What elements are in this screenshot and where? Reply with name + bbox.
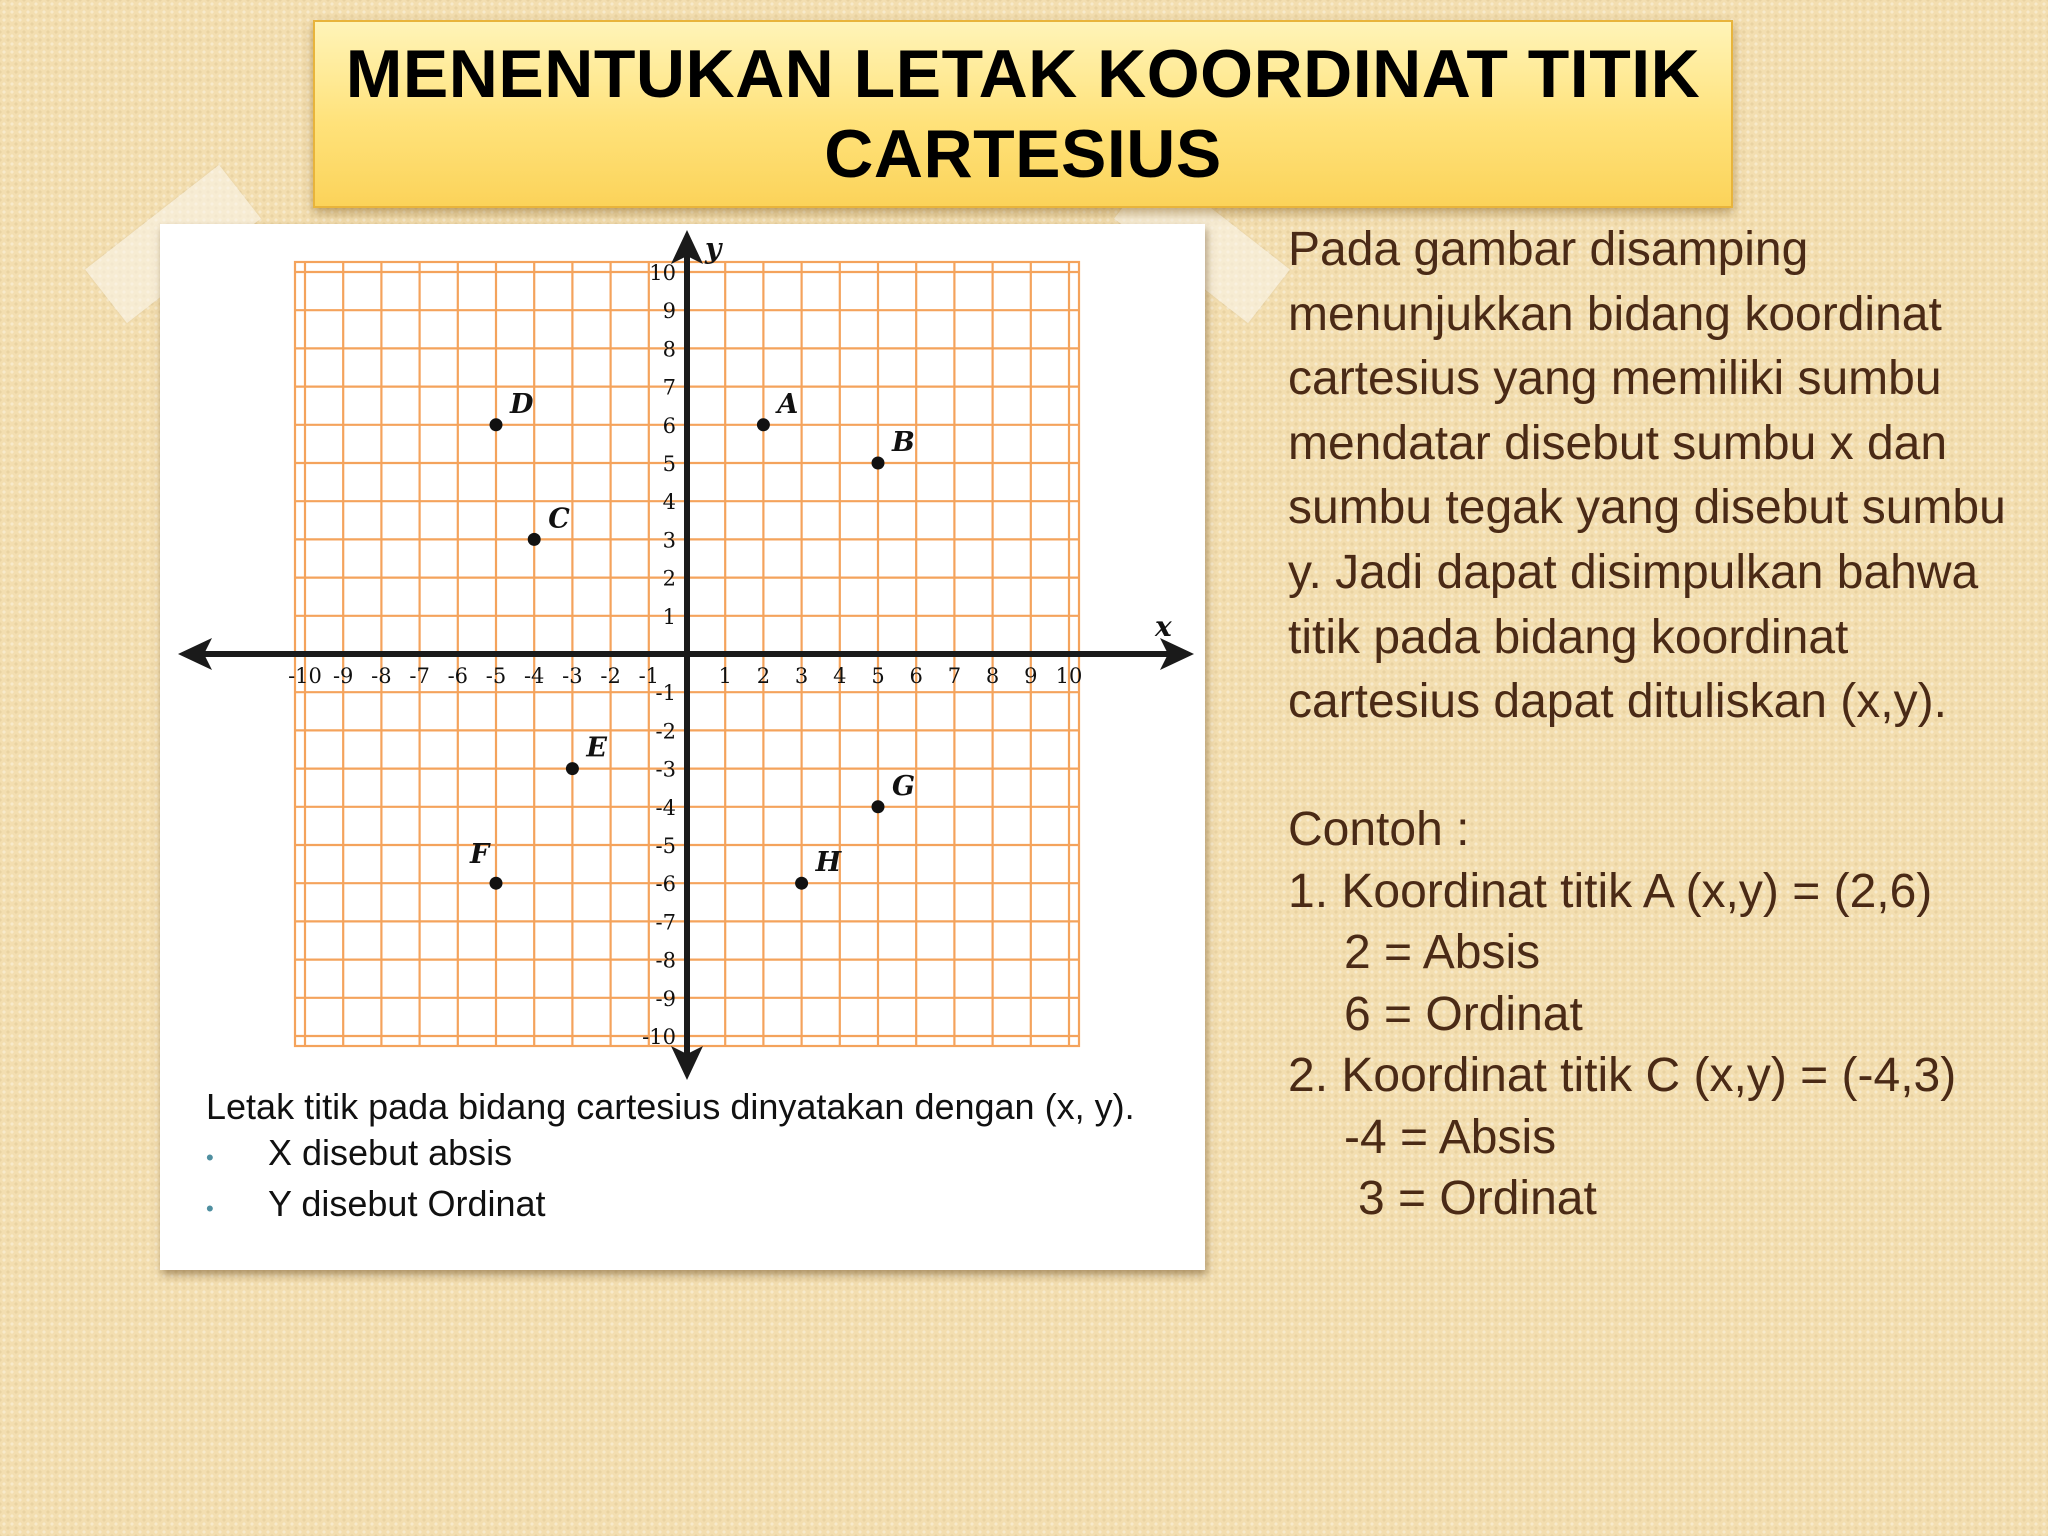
description-paragraph: Pada gambar disamping menunjukkan bidang koordinat cartesius yang memiliki sumbu mendatar disebut sumbu x dan sumbu tegak yang disebut sumbu y. Jadi dapat disimpulkan bahwa titik pada bidang koordinat cartesius dapat dituliskan (x,y). bbox=[1288, 223, 2006, 729]
y-tick-label: -1 bbox=[655, 681, 676, 706]
point-label-c: C bbox=[548, 503, 570, 535]
x-tick-label: -1 bbox=[638, 664, 660, 688]
figure-caption bbox=[206, 1084, 1166, 1232]
x-tick-label: -9 bbox=[332, 664, 354, 688]
x-tick-label: -2 bbox=[600, 664, 621, 688]
y-tick-label: 10 bbox=[649, 261, 676, 285]
caption-text: Letak titik pada bidang cartesius dinyatakan dengan (x, y). bbox=[206, 1086, 1135, 1127]
point-label-a: A bbox=[777, 388, 799, 420]
x-tick-label: -6 bbox=[447, 664, 469, 688]
point-marker-h bbox=[795, 877, 808, 890]
caption-bullet-item bbox=[206, 1181, 1166, 1232]
x-tick-label: 4 bbox=[833, 664, 847, 688]
point-label-h: H bbox=[815, 847, 842, 879]
y-tick-label: -5 bbox=[655, 834, 676, 858]
cartesian-plane bbox=[160, 224, 1205, 1084]
y-tick-label: -2 bbox=[655, 719, 676, 744]
cartesian-figure-card bbox=[160, 224, 1205, 1270]
x-tick-label: -8 bbox=[371, 664, 392, 688]
y-tick-label: 1 bbox=[662, 604, 676, 629]
example-2-ordinat: 3 = Ordinat bbox=[1358, 1172, 1597, 1226]
example-2-absis: -4 = Absis bbox=[1344, 1110, 1557, 1164]
bullet-absis: X disebut absis bbox=[268, 1132, 513, 1173]
explanation-panel bbox=[1288, 218, 2028, 1230]
example-1-line: 1. Koordinat titik A (x,y) = (2,6) bbox=[1288, 864, 1933, 918]
y-tick-label: -6 bbox=[655, 872, 676, 897]
x-tick-label: 9 bbox=[1024, 664, 1038, 688]
x-tick-label: 3 bbox=[794, 664, 809, 688]
point-marker-c bbox=[528, 533, 541, 546]
x-tick-label: 2 bbox=[756, 664, 771, 688]
point-marker-b bbox=[872, 457, 885, 470]
example-1-absis: 2 = Absis bbox=[1344, 926, 1541, 980]
slide-title: MENENTUKAN LETAK KOORDINAT TITIK CARTESIUS bbox=[345, 36, 1701, 192]
point-marker-e bbox=[566, 762, 579, 775]
x-tick-label: 1 bbox=[718, 664, 732, 688]
x-tick-label: 5 bbox=[871, 664, 885, 688]
y-tick-label: 3 bbox=[662, 528, 676, 553]
point-label-f: F bbox=[470, 839, 490, 871]
bullet-icon: • bbox=[206, 1196, 214, 1221]
x-tick-label: -10 bbox=[288, 664, 322, 688]
point-marker-f bbox=[490, 877, 503, 890]
y-tick-label: -4 bbox=[655, 795, 676, 820]
x-tick-label: -7 bbox=[409, 664, 430, 688]
y-tick-label: -9 bbox=[655, 986, 676, 1011]
point-marker-a bbox=[757, 418, 770, 431]
y-tick-label: 6 bbox=[662, 413, 676, 438]
x-tick-label: -4 bbox=[523, 664, 545, 688]
y-tick-label: 7 bbox=[662, 375, 676, 400]
bullet-icon: • bbox=[206, 1145, 214, 1170]
point-label-b: B bbox=[892, 427, 915, 458]
point-marker-d bbox=[490, 418, 503, 431]
y-axis-label: y bbox=[705, 232, 722, 265]
y-tick-label: -8 bbox=[655, 948, 676, 973]
title-banner bbox=[313, 20, 1733, 208]
point-label-g: G bbox=[892, 770, 916, 802]
caption-bullet-list bbox=[206, 1130, 1166, 1232]
example-heading: Contoh : bbox=[1288, 802, 1470, 856]
x-tick-label: 6 bbox=[909, 664, 923, 688]
point-marker-g bbox=[872, 800, 885, 813]
x-tick-label: 7 bbox=[947, 664, 962, 688]
y-tick-label: 2 bbox=[662, 566, 676, 591]
x-tick-label: 8 bbox=[985, 664, 1000, 688]
x-tick-label: -5 bbox=[485, 664, 507, 688]
point-label-e: E bbox=[586, 732, 607, 764]
x-tick-label: -3 bbox=[562, 664, 583, 688]
x-tick-label: 10 bbox=[1055, 664, 1083, 688]
y-tick-label: -10 bbox=[642, 1025, 676, 1049]
y-tick-label: 5 bbox=[662, 452, 676, 476]
bullet-ordinat: Y disebut Ordinat bbox=[268, 1183, 546, 1224]
caption-bullet-item bbox=[206, 1130, 1166, 1181]
y-tick-label: -3 bbox=[655, 757, 676, 782]
y-tick-label: 9 bbox=[662, 299, 676, 324]
y-tick-label: 8 bbox=[662, 337, 676, 362]
example-2-line: 2. Koordinat titik C (x,y) = (-4,3) bbox=[1288, 1049, 1957, 1103]
example-1-ordinat: 6 = Ordinat bbox=[1344, 987, 1583, 1041]
x-axis-label: x bbox=[1155, 610, 1172, 643]
y-tick-label: 4 bbox=[662, 490, 676, 515]
y-tick-label: -7 bbox=[655, 910, 676, 935]
point-label-d: D bbox=[510, 388, 534, 420]
